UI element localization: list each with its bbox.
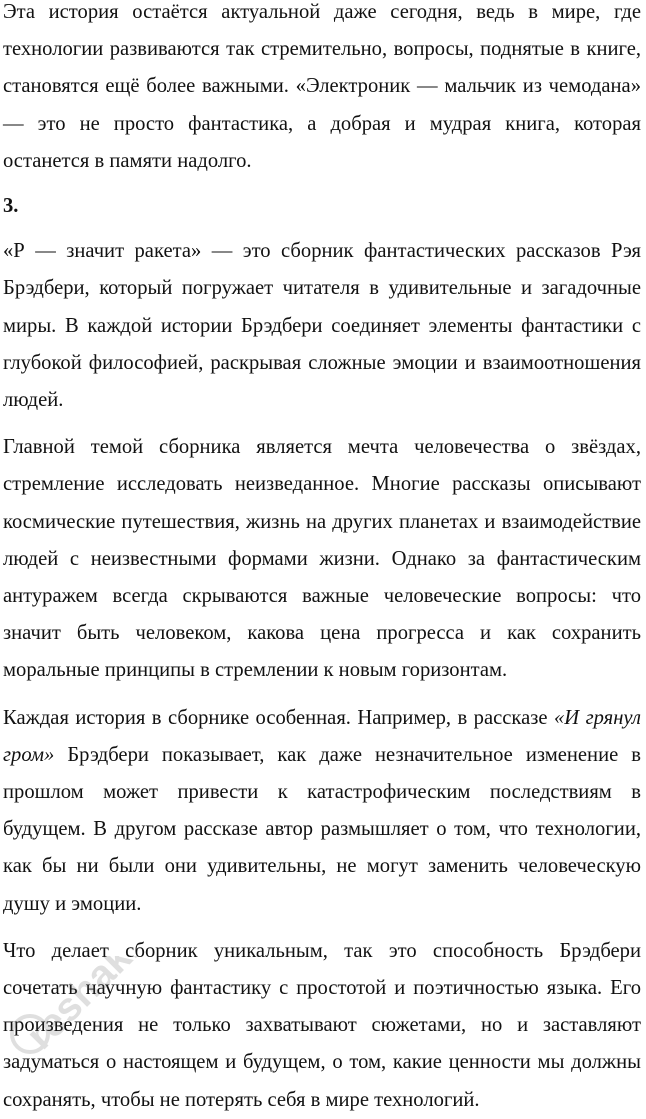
paragraph-3: Главной темой сборника является мечта человечества о звёздах, стремление исследовать неизведанное. Многие рассказы описывают космические путешествия, жизнь на других планетах и взаимодействие людей с неизвестными формами жизни. Однако за фантастическим антуражем всегда скрываются важные человеческие вопросы: что значит быть человеком, какова цена прогресса и как сохранить моральные принципы в стремлении к новым горизонтам.	[3, 436, 641, 682]
paragraph-5: Что делает сборник уникальным, так это способность Брэдбери сочетать научную фантастику с простотой и поэтичностью языка. Его произведения не только захватывают сюжетами, но и заставляют задуматься о настоящем и будущем, о том, какие ценности мы должны сохранять, чтобы не потерять себя в мире технологий.	[3, 939, 641, 1111]
watermark-text: reshak.ru	[17, 956, 148, 1058]
paragraph-4-start: Каждая история в сборнике особенная. Например, в рассказе	[3, 706, 554, 729]
paragraph-4-end: Брэдбери показывает, как даже незначительное изменение в прошлом может привести к катастрофическим последствиям в будущем. В другом рассказе автор размышляет о том, что технологии, как бы ни были они удивительны, не могут заменить человеческую душу и эмоции.	[3, 743, 641, 915]
paragraph-2: «Р — значит ракета» — это сборник фантастических рассказов Рэя Брэдбери, который погружает читателя в удивительные и загадочные миры. В каждой истории Брэдбери соединяет элементы фантастики с глубокой философией, раскрывая сложные эмоции и взаимоотношения людей.	[3, 240, 641, 412]
document-page	[3, 0, 641, 1119]
story-title: «И грянул гром»	[3, 706, 641, 766]
section-number: 3.	[3, 195, 19, 218]
paragraph-4	[3, 700, 641, 923]
paragraph-1: Эта история остаётся актуальной даже сегодня, ведь в мире, где технологии развиваются так стремительно, вопросы, поднятые в книге, становятся ещё более важными. «Электроник — мальчик из чемодана» — это не просто фантастика, а добрая и мудрая книга, которая останется в памяти надолго.	[3, 1, 641, 172]
